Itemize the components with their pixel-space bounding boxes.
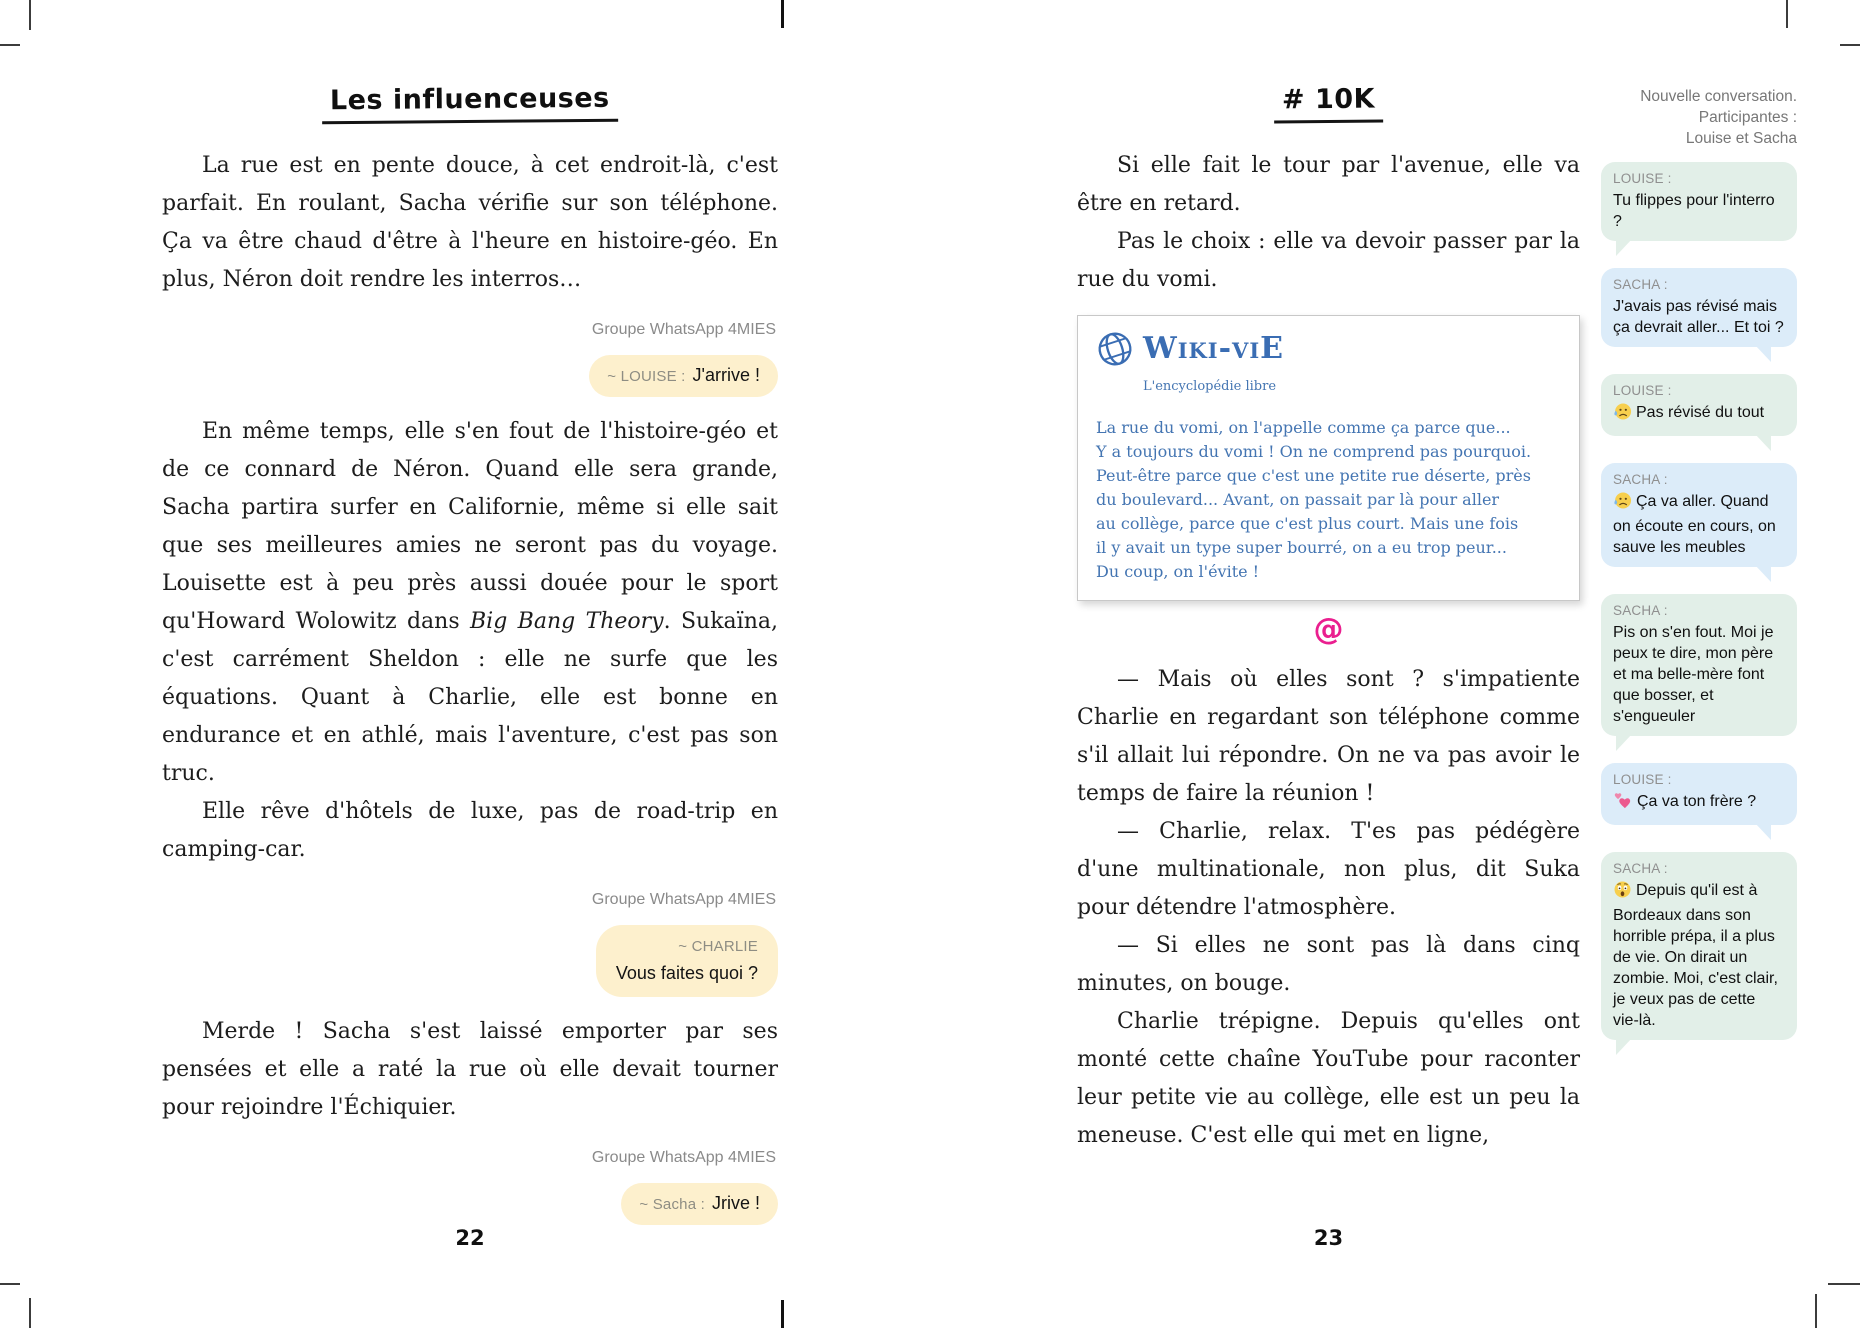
whatsapp-sender: ~ Sacha : (639, 1196, 705, 1213)
chapter-title-right (1077, 84, 1580, 123)
at-symbol-divider: @ (1313, 612, 1344, 647)
chat-bubble (1601, 162, 1797, 241)
body-paragraph: Charlie trépigne. Depuis qu'elles ont monté cette chaîne YouTube pour raconter leur petite vie au collège, elle est un peu la meneuse. C'est elle qui met en ligne, (1077, 1009, 1580, 1148)
wiki-vie-header (1096, 330, 1561, 368)
crop-mark-top-center (781, 0, 784, 28)
chat-bubble (1601, 374, 1797, 436)
whatsapp-sender: ~ LOUISE : (607, 368, 686, 385)
crop-mark-bottom-right-horizontal (1828, 1283, 1860, 1285)
crop-mark-bottom-right-vertical (1815, 1294, 1817, 1328)
page-number-left: 22 (455, 1226, 485, 1250)
whatsapp-message-text: Jrive ! (711, 1193, 760, 1213)
body-paragraph: — Mais où elles sont ? s'impatiente Charlie en regardant son téléphone comme s'il allait lui répondre. On ne va pas avoir le temps de faire la réunion ! (1077, 667, 1580, 806)
whatsapp-group-label: Groupe WhatsApp 4MIES (591, 1149, 776, 1166)
wiki-globe-icon (1091, 325, 1139, 373)
chat-sidebar (1601, 86, 1797, 1067)
chat-bubble (1601, 594, 1797, 736)
chat-bubble (1601, 463, 1797, 567)
chat-bubble (1601, 763, 1797, 825)
chat-speaker-label: SACHA : (1613, 603, 1668, 618)
crop-mark-top-right-horizontal (1840, 44, 1860, 46)
conversation-header (1601, 86, 1797, 149)
chat-message-text: Pis on s'en fout. Moi je peux te dire, mon père et ma belle-mère font que bosser, et s'engueuler (1613, 624, 1774, 725)
whatsapp-message-block (162, 1139, 778, 1225)
whatsapp-group-label: Groupe WhatsApp 4MIES (591, 321, 776, 338)
body-paragraph: — Si elles ne sont pas là dans cinq minutes, on bouge. (1077, 933, 1580, 996)
chat-message-text: Ça va ton frère ? (1613, 791, 1785, 816)
conversation-header-line: Participantes : (1698, 109, 1797, 126)
chat-speaker-label: SACHA : (1613, 277, 1668, 292)
whatsapp-bubble (589, 355, 778, 397)
wiki-vie-box (1077, 315, 1580, 601)
crop-mark-bottom-left-vertical (29, 1298, 31, 1328)
whatsapp-bubble (621, 1183, 778, 1225)
whatsapp-group-label: Groupe WhatsApp 4MIES (591, 891, 776, 908)
chat-speaker-label: LOUISE : (1613, 171, 1672, 186)
body-paragraph: Si elle fait le tour par l'avenue, elle va être en retard. (1077, 153, 1580, 216)
chat-message-text: Depuis qu'il est à Bordeaux dans son horrible prépa, il a plus de vie. On dirait un zombie. Moi, c'est clair, je veux pas de cette vie-là. (1613, 882, 1778, 1029)
whatsapp-bubble (596, 925, 778, 997)
astonished-face-emoji (1613, 880, 1632, 905)
chat-message-text: Tu flippes pour l'interro ? (1613, 192, 1775, 230)
chat-bubble (1601, 852, 1797, 1040)
chapter-title-text: # 10K (1274, 84, 1383, 124)
left-page-body (162, 147, 778, 1225)
page-number-right: 23 (1313, 1226, 1344, 1250)
crop-mark-top-left-horizontal (0, 44, 20, 46)
whatsapp-message-block (162, 881, 778, 997)
whatsapp-message-text: J'arrive ! (692, 365, 760, 385)
chat-speaker-label: SACHA : (1613, 472, 1668, 487)
conversation-header-line: Nouvelle conversation. (1640, 88, 1797, 105)
whatsapp-sender: ~ CHARLIE (678, 938, 758, 955)
sad-sweat-face-emoji (1613, 402, 1632, 427)
chat-speaker-label: SACHA : (1613, 861, 1668, 876)
body-paragraph: Elle rêve d'hôtels de luxe, pas de road-trip en camping-car. (162, 799, 778, 862)
whatsapp-message-block (162, 311, 778, 397)
wiki-vie-article-text: La rue du vomi, on l'appelle comme ça parce que... Y a toujours du vomi ! On ne comprend pas pourquoi. Peut-être parce que c'est une petite rue déserte, près du boulevard... Avant, on passait par là pour aller au collège, parce que c'est plus court. Mais une fois il y avait un type super bourré, on a eu trop peur... Du coup, on l'évite ! (1096, 418, 1532, 581)
chat-bubble (1601, 268, 1797, 347)
chat-messages (1601, 162, 1797, 1040)
chat-message-text: Pas révisé du tout (1613, 402, 1785, 427)
two-hearts-emoji (1613, 791, 1633, 816)
right-page-body (1077, 147, 1580, 1155)
body-paragraph: En même temps, elle s'en fout de l'histoire-géo et de ce connard de Néron. Quand elle sera grande, Sacha partira surfer en Californie, même si elle sait que ses meilleures amies ne seront pas du voyage. Louisette est à peu près aussi douée pour le sport qu'Howard Wolowitz dans Big Bang Theory. Sukaïna, c'est carrément Sheldon : elle ne surfe que les équations. Quant à Charlie, elle est bonne en endurance et en athlé, mais l'aventure, c'est pas son truc. (162, 419, 778, 786)
chat-message-text: Ça va aller. Quand on écoute en cours, on sauve les meubles (1613, 493, 1776, 556)
body-paragraph: Merde ! Sacha s'est laissé emporter par ses pensées et elle a raté la rue où elle devait tourner pour rejoindre l'Échiquier. (162, 1019, 778, 1120)
chapter-title-text: Les influenceuses (322, 83, 618, 125)
whatsapp-message-text: Vous faites quoi ? (615, 963, 758, 983)
wiki-vie-wordmark: Wiki-viE (1143, 331, 1285, 366)
chat-speaker-label: LOUISE : (1613, 772, 1672, 787)
body-paragraph: Pas le choix : elle va devoir passer par la rue du vomi. (1077, 229, 1580, 292)
conversation-header-line: Louise et Sacha (1685, 130, 1797, 147)
body-paragraph: La rue est en pente douce, à cet endroit-là, c'est parfait. En roulant, Sacha vérifie sur son téléphone. Ça va être chaud d'être à l'heure en histoire-géo. En plus, Néron doit rendre les interros… (162, 153, 778, 292)
chat-message-text: J'avais pas révisé mais ça devrait aller... Et toi ? (1613, 298, 1784, 336)
sad-sweat-face-emoji (1613, 491, 1632, 516)
wiki-vie-subtitle: L'encyclopédie libre (1143, 379, 1277, 394)
crop-mark-top-left-vertical (29, 0, 31, 30)
left-page (162, 84, 778, 1241)
crop-mark-top-right-vertical (1786, 0, 1788, 28)
crop-mark-bottom-left-horizontal (0, 1283, 20, 1285)
crop-mark-bottom-center (781, 1300, 784, 1328)
right-page (1077, 84, 1580, 1155)
chat-speaker-label: LOUISE : (1613, 383, 1672, 398)
chapter-title-left (162, 84, 778, 123)
body-paragraph: — Charlie, relax. T'es pas pédégère d'une multinationale, non plus, dit Suka pour détendre l'atmosphère. (1077, 819, 1580, 920)
